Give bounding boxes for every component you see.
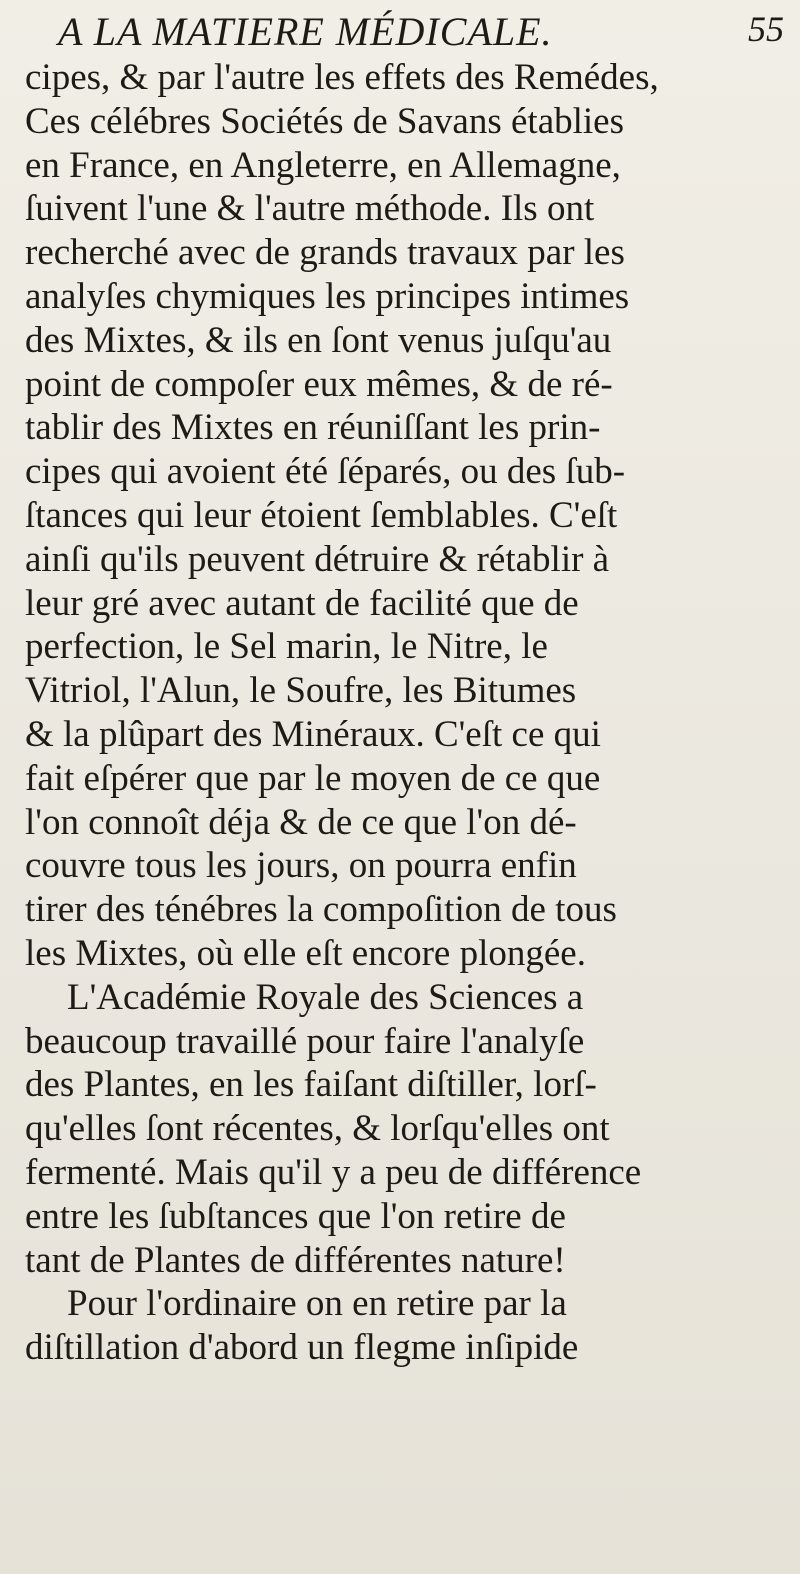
text-line: beaucoup travaillé pour faire l'analyſe [25,1020,585,1062]
text-line: tirer des ténébres la compoſition de tous [25,889,617,931]
text-line: ainſi qu'ils peuvent détruire & rétablir à [25,538,610,580]
text-line: & la plûpart des Minéraux. C'eſt ce qui [25,713,601,755]
text-line: point de compoſer eux mêmes, & de ré- [25,363,613,405]
text-line: analyſes chymiques les principes intimes [25,275,630,317]
text-line: ſuivent l'une & l'autre méthode. Ils ont [25,188,595,230]
text-line: cipes qui avoient été ſéparés, ou des ſub- [25,451,626,493]
text-line: des Plantes, en les faiſant diſtiller, lorſ- [25,1064,597,1106]
text-line: Vitriol, l'Alun, le Soufre, les Bitumes [25,670,577,712]
page-number: 55 [748,9,784,49]
text-line: recherché avec de grands travaux par les [25,232,625,274]
text-line: Ces célébres Sociétés de Savans établies [25,100,624,142]
running-head: A LA MATIERE MÉDICALE. [58,9,553,54]
text-line: Pour l'ordinaire on en retire par la [67,1283,567,1325]
text-line: entre les ſubſtances que l'on retire de [25,1195,566,1237]
text-line: tant de Plantes de différentes nature! [25,1239,566,1281]
text-line: couvre tous les jours, on pourra enfin [25,845,577,887]
text-line: tablir des Mixtes en réuniſſant les prin- [25,407,601,449]
text-line: fait eſpérer que par le moyen de ce que [25,757,601,799]
body-text [25,56,795,1370]
page-header [24,8,794,54]
text-line: cipes, & par l'autre les effets des Remédes, [25,57,659,98]
text-line: en France, en Angleterre, en Allemagne, [25,144,621,186]
text-line: L'Académie Royale des Sciences a [67,976,584,1018]
text-line: les Mixtes, où elle eſt encore plongée. [25,932,586,974]
text-line: ſtances qui leur étoient ſemblables. C'eſt [25,494,618,536]
text-line: des Mixtes, & ils en ſont venus juſqu'au [25,319,612,361]
text-line: perfection, le Sel marin, le Nitre, le [25,626,548,668]
text-line: qu'elles ſont récentes, & lorſqu'elles ont [25,1108,610,1150]
text-line: leur gré avec autant de facilité que de [25,582,579,624]
text-line: fermenté. Mais qu'il y a peu de différence [25,1151,642,1193]
text-line: diſtillation d'abord un flegme inſipide [25,1327,579,1369]
text-line: l'on connoît déja & de ce que l'on dé- [25,801,577,843]
